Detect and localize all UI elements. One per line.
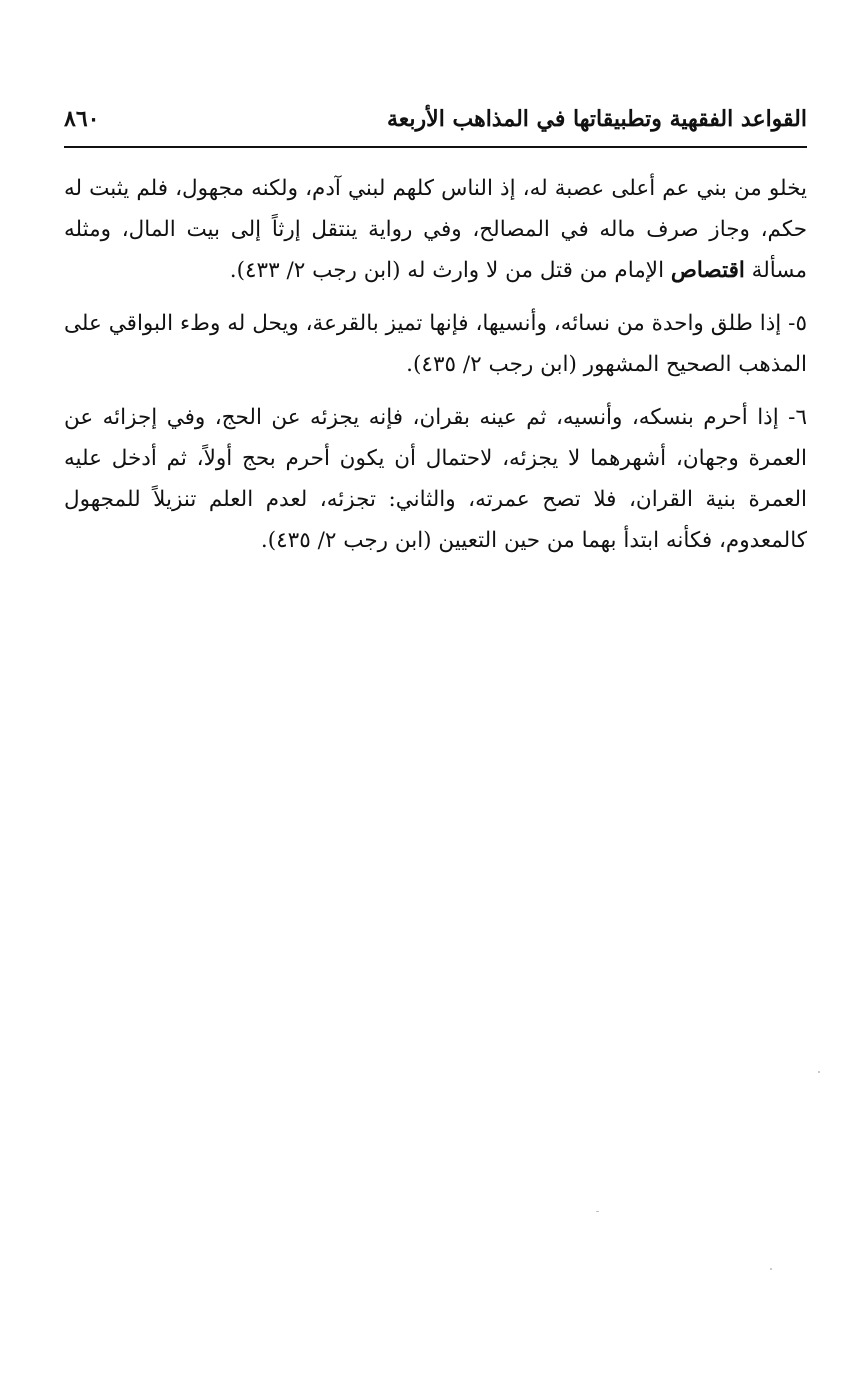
scan-speck: [596, 1211, 599, 1212]
bold-term: اقتصاص: [670, 258, 745, 283]
scan-speck: [818, 1071, 820, 1073]
paragraph-text: يخلو من بني عم أعلى عصبة له، إذ الناس كلهم لبني آدم، ولكنه مجهول، فلم يثبت له حكم، وجاز صرف ماله في المصالح، وفي رواية ينتقل إرثاً إلى بيت المال، ومثله مسألة: [64, 176, 807, 283]
paragraph-item-6: ٦- إذا أحرم بنسكه، وأنسيه، ثم عينه بقران، فإنه يجزئه عن الحج، وفي إجزائه عن العمرة وجهان، أشهرهما لا يجزئه، لاحتمال أن يكون أحرم بحج أولاً، ثم أدخل عليه العمرة بنية القران، فلا تصح عمرته، والثاني: تجزئه، لعدم العلم تنزيلاً للمجهول كالمعدوم، فكأنه ابتدأ بهما من حين التعيين (ابن رجب ٢/ ٤٣٥).: [64, 405, 807, 553]
scan-speck: [770, 1268, 772, 1270]
main-text: [64, 168, 807, 573]
header-divider: [64, 146, 807, 148]
paragraph-text: الإمام من قتل من لا وارث له (ابن رجب ٢/ ٤٣٣).: [229, 258, 671, 283]
page-number: ٨٦٠: [64, 106, 100, 132]
running-header: [64, 100, 807, 142]
paragraph-continuation: [64, 168, 807, 291]
paragraph-item-5: ٥- إذا طلق واحدة من نسائه، وأنسيها، فإنها تميز بالقرعة، ويحل له وطء البواقي على المذهب الصحيح المشهور (ابن رجب ٢/ ٤٣٥).: [64, 311, 807, 377]
header-title: القواعد الفقهية وتطبيقاتها في المذاهب الأربعة: [387, 106, 807, 132]
